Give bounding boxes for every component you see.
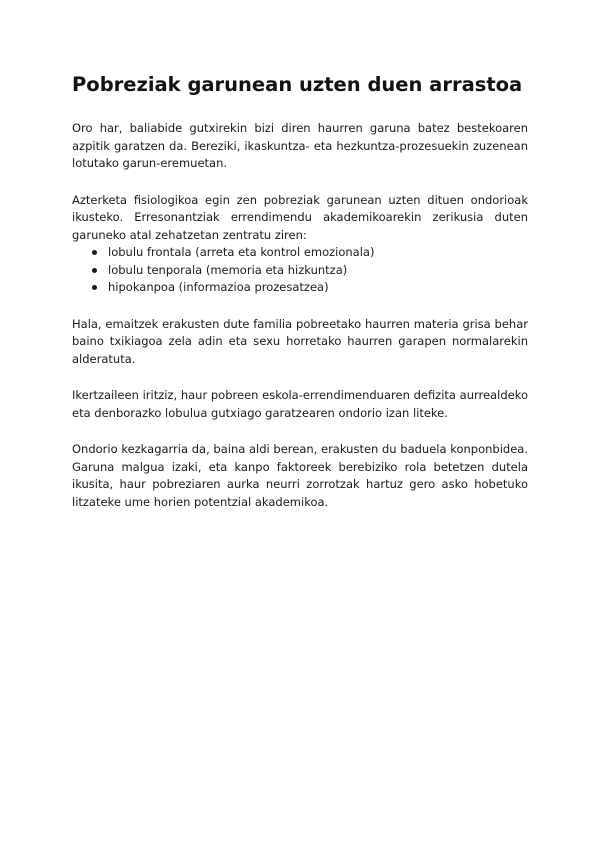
list-item-text: lobulu frontala (arreta eta kontrol emozionala) <box>108 245 375 259</box>
list-item-text: hipokanpoa (informazioa prozesatzea) <box>108 280 329 294</box>
paragraph-opinion: Ikertzaileen iritziz, haur pobreen eskola-errendimenduaren defizita aurrealdeko eta denborazko lobulua gutxiago garatzearen ondorio izan liteke. <box>72 388 528 420</box>
bullet-icon <box>92 285 97 290</box>
document-title: Pobreziak garunean uzten duen arrastoa <box>72 73 523 96</box>
paragraph-study: Azterketa fisiologikoa egin zen pobreziak garunean uzten dituen ondorioak ikusteko. Erresonantziak errendimendu akademikoarekin zerikusia duten garuneko atal zehatzetan zentratu ziren: <box>72 192 528 242</box>
list-item-text: lobulu tenporala (memoria eta hizkuntza) <box>108 262 348 277</box>
bullet-icon <box>92 250 97 255</box>
list-item <box>92 244 528 262</box>
list-item <box>92 279 528 297</box>
paragraph-intro: Oro har, baliabide gutxirekin bizi diren haurren garuna batez bestekoaren azpitik garatzen da. Bereziki, ikaskuntza- eta hezkuntza-prozesuekin zuzenean lotutako garun-eremuetan. <box>72 121 528 170</box>
list-item <box>92 262 528 280</box>
paragraph-conclusion: Ondorio kezkagarria da, baina aldi berean, erakusten du baduela konponbidea. Garuna malgua izaki, eta kanpo faktoreek berebiziko rola betetzen dutela ikusita, haur pobreziaren aurka neurri zorrotzak hartuz gero asko hobetuko litzateke ume horien potentzial akademikoa. <box>72 442 528 509</box>
brain-areas-list <box>72 244 528 297</box>
bullet-icon <box>92 268 97 273</box>
paragraph-results: Hala, emaitzek erakusten dute familia pobreetako haurren materia grisa behar baino txikiagoa zela adin eta sexu horretako haurren garapen normalarekin alderatuta. <box>72 316 528 366</box>
